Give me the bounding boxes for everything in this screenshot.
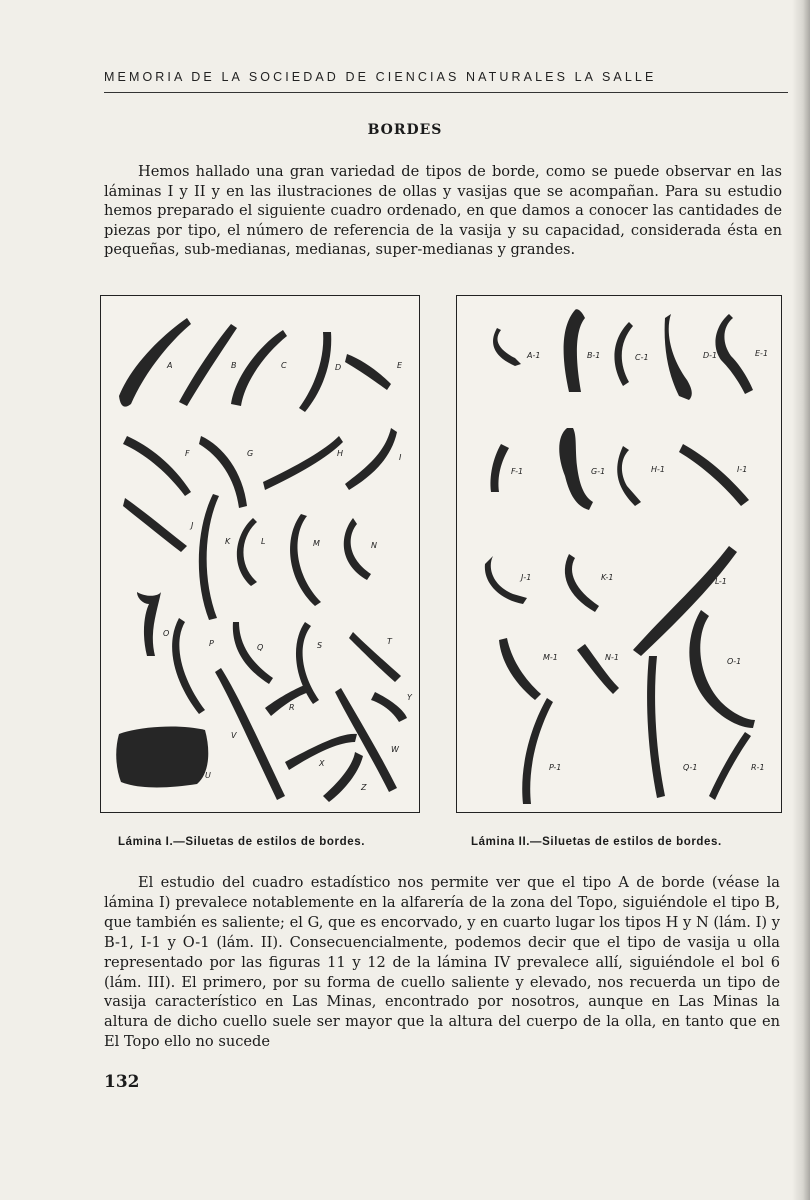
rim-silhouette-c xyxy=(231,330,287,406)
plate-2-label-o1: O-1 xyxy=(727,657,742,666)
plate-1-label-i: I xyxy=(399,453,402,462)
running-head: MEMORIA DE LA SOCIEDAD DE CIENCIAS NATURALES LA SALLE xyxy=(104,70,657,84)
paragraph-analysis-text: El estudio del cuadro estadístico nos permite ver que el tipo A de borde (véase la lámina I) prevalece notablemente en la alfarería de la zona del Topo, siguiéndole el tipo B, que también es saliente; el G, que es encorvado, y en cuarto lugar los tipos H y N (lám. I) y B-1, I-1 y O-1 (lám. II). Consecuencialmente, podemos decir que el tipo de vasija u olla representado por las figuras 11 y 12 de la lámina IV prevalece allí, siguiéndole el bol 6 (lám. III). El primero, por su forma de cuello saliente y elevado, nos recuerda un tipo de vasija característico en Las Minas, encontrado por nosotros, aunque en Las Minas la altura de dicho cuello suele ser mayor que la altura del cuerpo de la olla, en tanto que en El Topo ello no sucede xyxy=(104,874,780,1051)
rim-silhouette-k xyxy=(199,494,219,620)
plate-2-label-i1: I-1 xyxy=(737,465,748,474)
plate-1-label-n: N xyxy=(371,541,377,550)
plate-1-label-a: A xyxy=(167,361,173,370)
plate-1-label-z: Z xyxy=(361,783,367,792)
plate-2-label-e1: E-1 xyxy=(755,349,769,358)
rim-silhouette-b1 xyxy=(564,309,585,392)
rim-silhouette-z xyxy=(323,752,363,802)
rim-silhouette-o1 xyxy=(689,610,755,728)
plate-2-label-q1: Q-1 xyxy=(683,763,698,772)
paragraph-intro-text: Hemos hallado una gran variedad de tipos de borde, como se puede observar en las láminas I y II y en las ilustraciones de ollas y vasijas que se acompañan. Para su estudio hemos preparado el siguiente cuadro ordenado, en que damos a conocer las cantidades de piezas por tipo, el número de referencia de la vasija y su capacidad, considerada ésta en pequeñas, sub-medianas, medianas, super-medianas y grandes. xyxy=(104,163,782,259)
rim-silhouette-q1 xyxy=(647,656,665,798)
rim-silhouette-v xyxy=(215,668,285,800)
plate-1-label-x: X xyxy=(319,759,325,768)
plate-1-label-p: P xyxy=(209,639,214,648)
plate-1-label-r: R xyxy=(289,703,295,712)
plate-2-label-c1: C-1 xyxy=(635,353,649,362)
rim-silhouette-b xyxy=(179,324,237,406)
rim-silhouette-y xyxy=(371,692,407,722)
plate-1-label-d: D xyxy=(335,363,342,372)
plate-2-label-h1: H-1 xyxy=(651,465,665,474)
plate-2-label-m1: M-1 xyxy=(543,653,558,662)
plate-2-label-p1: P-1 xyxy=(549,763,562,772)
rim-silhouette-q xyxy=(233,622,273,684)
plate-1-label-g: G xyxy=(247,449,254,458)
rim-silhouette-a xyxy=(119,318,191,407)
plate-1-label-t: T xyxy=(387,637,392,646)
rim-silhouette-o xyxy=(137,592,161,656)
rim-silhouette-i xyxy=(345,428,397,490)
plate-1-label-m: M xyxy=(313,539,320,548)
plate-1-figure xyxy=(100,295,420,813)
plate-2-silhouettes xyxy=(457,296,781,812)
plate-2-label-l1: L-1 xyxy=(715,577,727,586)
plate-1-label-s: S xyxy=(317,641,323,650)
plate-1-label-k: K xyxy=(225,537,231,546)
rim-silhouette-k1 xyxy=(565,554,599,612)
plate-1-silhouettes xyxy=(101,296,419,812)
plate-2-label-k1: K-1 xyxy=(601,573,614,582)
plate-1-label-w: W xyxy=(391,745,399,754)
rim-silhouette-l1 xyxy=(633,546,737,656)
header-rule xyxy=(104,92,788,93)
plate-1-caption: Lámina I.—Siluetas de estilos de bordes. xyxy=(118,836,366,848)
plate-1-label-j: J xyxy=(191,521,194,530)
plate-2-label-d1: D-1 xyxy=(703,351,718,360)
plate-2-label-r1: R-1 xyxy=(751,763,765,772)
plate-1-label-v: V xyxy=(231,731,237,740)
rim-silhouette-e xyxy=(345,354,391,390)
plate-1-label-f: F xyxy=(185,449,190,458)
paragraph-analysis xyxy=(104,873,780,1052)
plate-1-label-y: Y xyxy=(407,693,412,702)
paragraph-intro xyxy=(104,162,782,260)
section-title: BORDES xyxy=(367,122,443,138)
rim-silhouette-f xyxy=(123,436,191,496)
rim-silhouette-l xyxy=(237,518,257,586)
plate-2-caption: Lámina II.—Siluetas de estilos de bordes. xyxy=(471,836,722,848)
rim-silhouette-j xyxy=(123,498,187,552)
rim-silhouette-h xyxy=(263,436,343,490)
plate-1-label-l: L xyxy=(261,537,266,546)
rim-silhouette-n1 xyxy=(577,644,619,694)
plate-1-label-u: U xyxy=(205,771,211,780)
rim-silhouette-c1 xyxy=(614,322,633,386)
plate-2-label-j1: J-1 xyxy=(521,573,532,582)
plate-1-label-o: O xyxy=(163,629,170,638)
plate-2-label-b1: B-1 xyxy=(587,351,601,360)
plate-1-label-e: E xyxy=(397,361,403,370)
rim-silhouette-r xyxy=(265,684,309,716)
rim-silhouette-f1 xyxy=(490,444,509,492)
rim-silhouette-u xyxy=(116,727,208,788)
rim-silhouette-d1 xyxy=(665,314,692,400)
rim-silhouette-d xyxy=(299,332,331,412)
rim-silhouette-p xyxy=(172,618,205,714)
rim-silhouette-g xyxy=(199,436,247,508)
rim-silhouette-m1 xyxy=(499,638,541,700)
plate-2-label-f1: F-1 xyxy=(511,467,524,476)
plate-2-label-g1: G-1 xyxy=(591,467,606,476)
rim-silhouette-i1 xyxy=(679,444,749,506)
rim-silhouette-t xyxy=(349,632,401,682)
rim-silhouette-h1 xyxy=(617,446,641,506)
rim-silhouette-m xyxy=(290,514,321,606)
plate-1-label-b: B xyxy=(231,361,237,370)
plate-1-label-c: C xyxy=(281,361,287,370)
rim-silhouette-r1 xyxy=(709,732,751,800)
rim-silhouette-a1 xyxy=(493,328,521,366)
rim-silhouette-n xyxy=(344,518,371,580)
plate-1-label-q: Q xyxy=(257,643,264,652)
rim-silhouette-e1 xyxy=(715,314,753,394)
plate-1-label-h: H xyxy=(337,449,344,458)
rim-silhouette-p1 xyxy=(522,698,553,804)
plate-2-label-n1: N-1 xyxy=(605,653,619,662)
page-number: 132 xyxy=(104,1072,140,1092)
plate-2-label-a1: A-1 xyxy=(527,351,541,360)
plate-2-figure xyxy=(456,295,782,813)
page-edge-shadow xyxy=(792,0,810,1200)
rim-silhouette-g1 xyxy=(559,428,593,510)
